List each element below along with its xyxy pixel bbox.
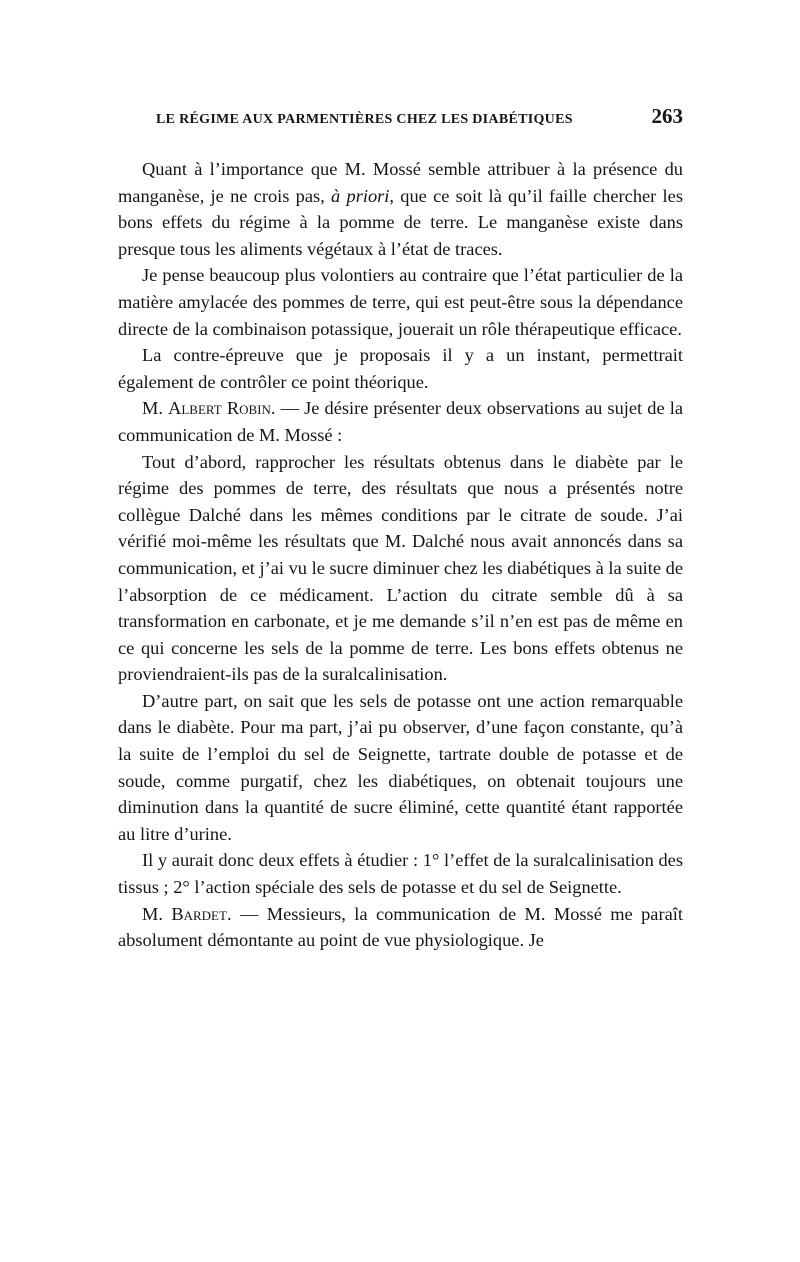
book-page: [118, 104, 683, 954]
text-run: Tout d’abord, rapprocher les résultats obtenus dans le diabète par le régime des pommes de terre, des résultats que nous a présentés notre collègue Dalché dans les mêmes conditions par le citrate de soude. J’ai vérifié moi-même les résultats que M. Dalché nous avait annoncés dans sa communication, et j’ai vu le sucre diminuer chez les diabétiques à la suite de l’absorption de ce médicament. L’action du citrate semble dû à sa transformation en carbonate, et je me demande s’il n’en est pas de même en ce qui concerne les sels de la pomme de terre. Les bons effets obtenus ne proviendraient-ils pas de la suralcalinisation.: [118, 451, 683, 685]
text-run: D’autre part, on sait que les sels de potasse ont une action remarquable dans le diabète. Pour ma part, j’ai pu observer, d’une façon constante, qu’à la suite de l’emploi du sel de Seignette, tartrate double de potasse et de soude, comme purgatif, chez les diabétiques, on obtenait toujours une diminution dans la quantité de sucre éliminé, cette quantité étant rapportée au litre d’urine.: [118, 690, 683, 844]
body-text: [118, 156, 683, 954]
page-number: 263: [651, 104, 683, 128]
paragraph-6: [118, 688, 683, 848]
speaker-name: Bardet: [171, 903, 227, 924]
running-title: LE RÉGIME AUX PARMENTIÈRES CHEZ LES DIABÉTIQUES: [156, 112, 573, 127]
paragraph-4: [118, 395, 683, 448]
text-run: Il y aurait donc deux effets à étudier : 1° l’effet de la suralcalinisation des tissus ; 2° l’action spéciale des sels de potasse et du sel de Seignette.: [118, 850, 683, 898]
text-run: M.: [142, 398, 169, 419]
paragraph-5: [118, 449, 683, 688]
speaker-name: Albert Robin: [168, 398, 271, 419]
paragraph-1: [118, 156, 683, 262]
running-head: [118, 104, 683, 138]
paragraph-8: [118, 901, 683, 954]
text-run: Je pense beaucoup plus volontiers au contraire que l’état particulier de la matière amylacée des pommes de terre, qui est peut-être sous la dépendance directe de la combinaison potassique, jouerait un rôle thérapeutique efficace.: [118, 265, 683, 339]
text-run: La contre-épreuve que je proposais il y a un instant, permettrait également de contrôler ce point théorique.: [118, 345, 683, 392]
text-run: . — Je désire présenter deux observations au sujet de la communication de M. Mossé :: [118, 398, 683, 445]
text-run: M.: [142, 903, 172, 924]
text-run: , que ce soit là qu’il faille chercher les bons effets du régime à la pomme de terre. Le manganèse existe dans presque tous les aliments végétaux à l’état de traces.: [118, 185, 683, 259]
text-run: Quant à l’importance que M. Mossé semble attribuer à la présence du manganèse, je ne crois pas,: [118, 159, 683, 206]
paragraph-3: [118, 342, 683, 395]
italic-term: à priori: [331, 185, 390, 206]
paragraph-7: [118, 847, 683, 900]
text-run: . — Messieurs, la communication de M. Mossé me paraît absolument démontante au point de vue physiologique. Je: [118, 903, 683, 951]
paragraph-2: [118, 262, 683, 342]
